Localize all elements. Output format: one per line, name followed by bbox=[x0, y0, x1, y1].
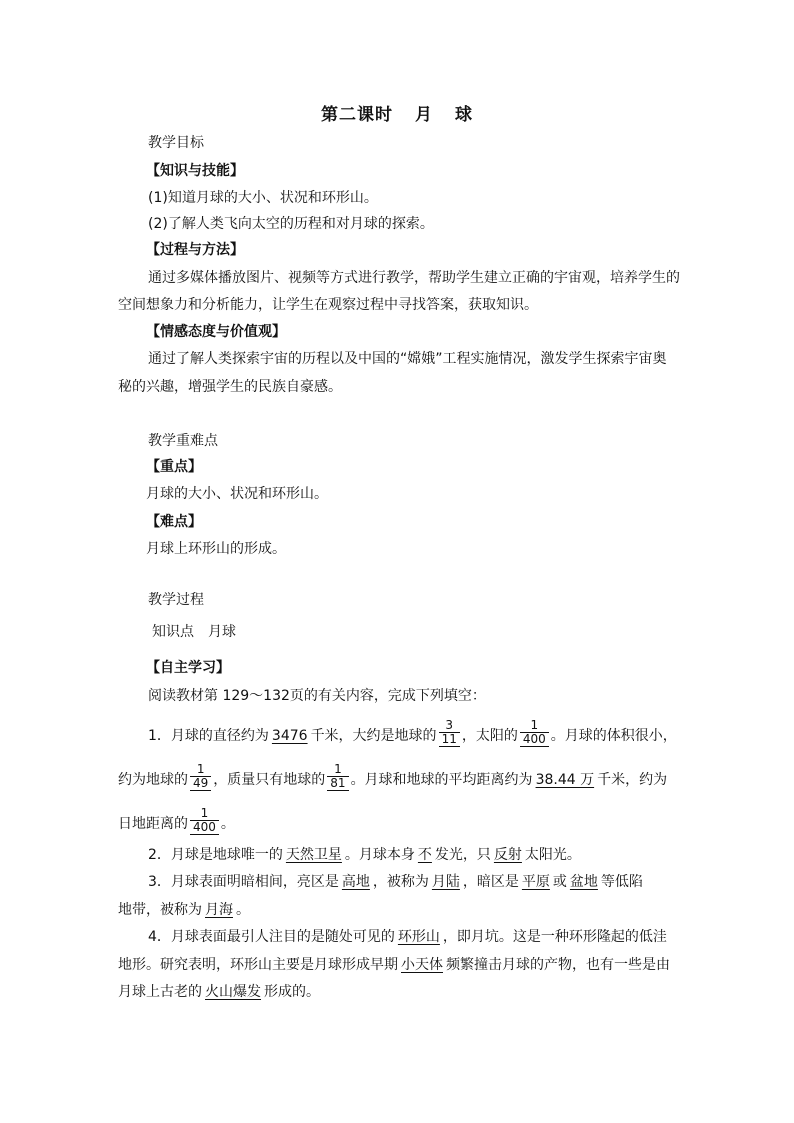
teaching-process-heading: 教学过程 bbox=[148, 592, 204, 608]
q1-text-b: 千米，大约是地球的 bbox=[310, 728, 437, 744]
question-1-line-2 bbox=[118, 762, 668, 794]
q2-text-c: 发光，只 bbox=[434, 847, 491, 863]
difficulty-heading: 【难点】 bbox=[146, 514, 202, 530]
process-method-line-1: 通过多媒体播放图片、视频等方式进行教学，帮助学生建立正确的宇宙观，培养学生的 bbox=[148, 270, 680, 286]
question-2 bbox=[148, 845, 581, 865]
answer-blank-reflect: 反射 bbox=[493, 847, 522, 863]
fraction-mass bbox=[327, 763, 348, 791]
fraction-sun-earth-distance bbox=[190, 807, 219, 835]
topic-title: 知识点 月球 bbox=[152, 624, 236, 640]
answer-blank-crater: 环形山 bbox=[397, 929, 440, 945]
q4-text-e: 月球上古老的 bbox=[118, 984, 202, 1000]
answer-blank-highland: 高地 bbox=[341, 874, 370, 890]
q1-text-a: 1．月球的直径约为 bbox=[148, 728, 269, 744]
answer-blank-basin: 盆地 bbox=[569, 874, 598, 890]
attitude-heading: 【情感态度与价值观】 bbox=[146, 324, 286, 340]
answer-blank-volcano: 火山爆发 bbox=[205, 984, 261, 1000]
q4-text-c: 地形。研究表明，环形山主要是月球形成早期 bbox=[118, 957, 398, 973]
q1-text-g: 。月球和地球的平均距离约为 bbox=[350, 772, 533, 788]
question-4-line-3 bbox=[118, 982, 320, 1002]
q4-text-d: 频繁撞击月球的产物，也有一些是由 bbox=[446, 957, 670, 973]
q1-text-c: ，太阳的 bbox=[461, 728, 518, 744]
fraction-denominator: 81 bbox=[327, 776, 348, 791]
q1-text-i: 日地距离的 bbox=[118, 816, 188, 832]
focus-text: 月球的大小、状况和环形山。 bbox=[146, 486, 328, 502]
fraction-volume bbox=[190, 763, 211, 791]
fraction-numerator: 1 bbox=[334, 762, 342, 776]
answer-blank-lunar-land: 月陆 bbox=[431, 874, 460, 890]
reading-instruction: 阅读教材第 129～132页的有关内容，完成下列填空： bbox=[148, 688, 486, 704]
answer-blank-lunar-sea: 月海 bbox=[205, 902, 233, 918]
page-title bbox=[0, 100, 794, 125]
q3-text-c: ，暗区是 bbox=[462, 874, 519, 890]
q2-text-b: 。月球本身 bbox=[344, 847, 415, 863]
fraction-numerator: 1 bbox=[530, 718, 539, 732]
attitude-line-2: 秘的兴趣，增强学生的民族自豪感。 bbox=[118, 379, 342, 395]
knowledge-item-2: (2)了解人类飞向太空的历程和对月球的探索。 bbox=[148, 216, 434, 232]
process-method-line-2: 空间想象力和分析能力，让学生在观察过程中寻找答案，获取知识。 bbox=[118, 297, 538, 313]
q3-text-e: 等低陷 bbox=[600, 874, 643, 890]
q4-text-b: ，即月坑。这是一种环形隆起的低洼 bbox=[442, 929, 667, 945]
title-part-3: 球 bbox=[455, 105, 473, 125]
objectives-heading: 教学目标 bbox=[148, 135, 204, 151]
process-method-heading: 【过程与方法】 bbox=[146, 242, 244, 258]
answer-blank-plain: 平原 bbox=[521, 874, 550, 890]
question-3-line-1 bbox=[148, 872, 643, 892]
answer-blank-distance: 38.44 万 bbox=[535, 772, 595, 788]
answer-blank-satellite: 天然卫星 bbox=[285, 847, 342, 863]
q3-text-d: 或 bbox=[552, 874, 567, 890]
q3-text-g: 。 bbox=[236, 902, 250, 918]
q1-text-d: 。月球的体积很小， bbox=[550, 728, 677, 744]
q1-text-h: 千米，约为 bbox=[597, 772, 668, 788]
answer-blank-diameter: 3476 bbox=[271, 728, 308, 744]
attitude-line-1: 通过了解人类探索宇宙的历程以及中国的“嫦娥”工程实施情况，激发学生探索宇宙奥 bbox=[148, 351, 667, 367]
fraction-numerator: 1 bbox=[196, 762, 205, 776]
q2-text-d: 太阳光。 bbox=[524, 847, 581, 863]
key-points-heading: 教学重难点 bbox=[148, 433, 218, 449]
fraction-denominator: 49 bbox=[190, 776, 211, 791]
knowledge-item-1: (1)知道月球的大小、状况和环形山。 bbox=[148, 190, 378, 206]
fraction-numerator: 1 bbox=[200, 806, 209, 820]
question-1-line-1 bbox=[148, 718, 677, 750]
self-study-heading: 【自主学习】 bbox=[146, 660, 230, 676]
question-4-line-2 bbox=[118, 955, 670, 975]
q3-text-f: 地带，被称为 bbox=[118, 902, 202, 918]
answer-blank-not: 不 bbox=[417, 847, 432, 863]
fraction-numerator: 3 bbox=[445, 718, 454, 732]
question-1-line-3 bbox=[118, 806, 235, 838]
answer-blank-small-body: 小天体 bbox=[401, 957, 443, 973]
fraction-denominator: 11 bbox=[439, 732, 460, 747]
fraction-earth-diameter bbox=[439, 719, 460, 747]
q1-text-f: ，质量只有地球的 bbox=[213, 772, 326, 788]
title-part-1: 第二课时 bbox=[321, 105, 393, 125]
q3-text-a: 3．月球表面明暗相间，亮区是 bbox=[148, 874, 339, 890]
q4-text-a: 4．月球表面最引人注目的是随处可见的 bbox=[148, 929, 395, 945]
knowledge-heading: 【知识与技能】 bbox=[146, 163, 244, 179]
fraction-denominator: 400 bbox=[520, 732, 549, 747]
question-4-line-1 bbox=[148, 927, 667, 947]
q3-text-b: ，被称为 bbox=[372, 874, 429, 890]
question-3-line-2 bbox=[118, 900, 250, 920]
fraction-denominator: 400 bbox=[190, 820, 219, 835]
focus-heading: 【重点】 bbox=[146, 459, 202, 475]
title-part-2: 月 bbox=[415, 105, 433, 125]
q1-text-j: 。 bbox=[220, 816, 235, 832]
difficulty-text: 月球上环形山的形成。 bbox=[146, 541, 286, 557]
q4-text-f: 形成的。 bbox=[264, 984, 320, 1000]
q1-text-e: 约为地球的 bbox=[118, 772, 188, 788]
q2-text-a: 2．月球是地球唯一的 bbox=[148, 847, 283, 863]
fraction-sun-diameter bbox=[520, 719, 549, 747]
